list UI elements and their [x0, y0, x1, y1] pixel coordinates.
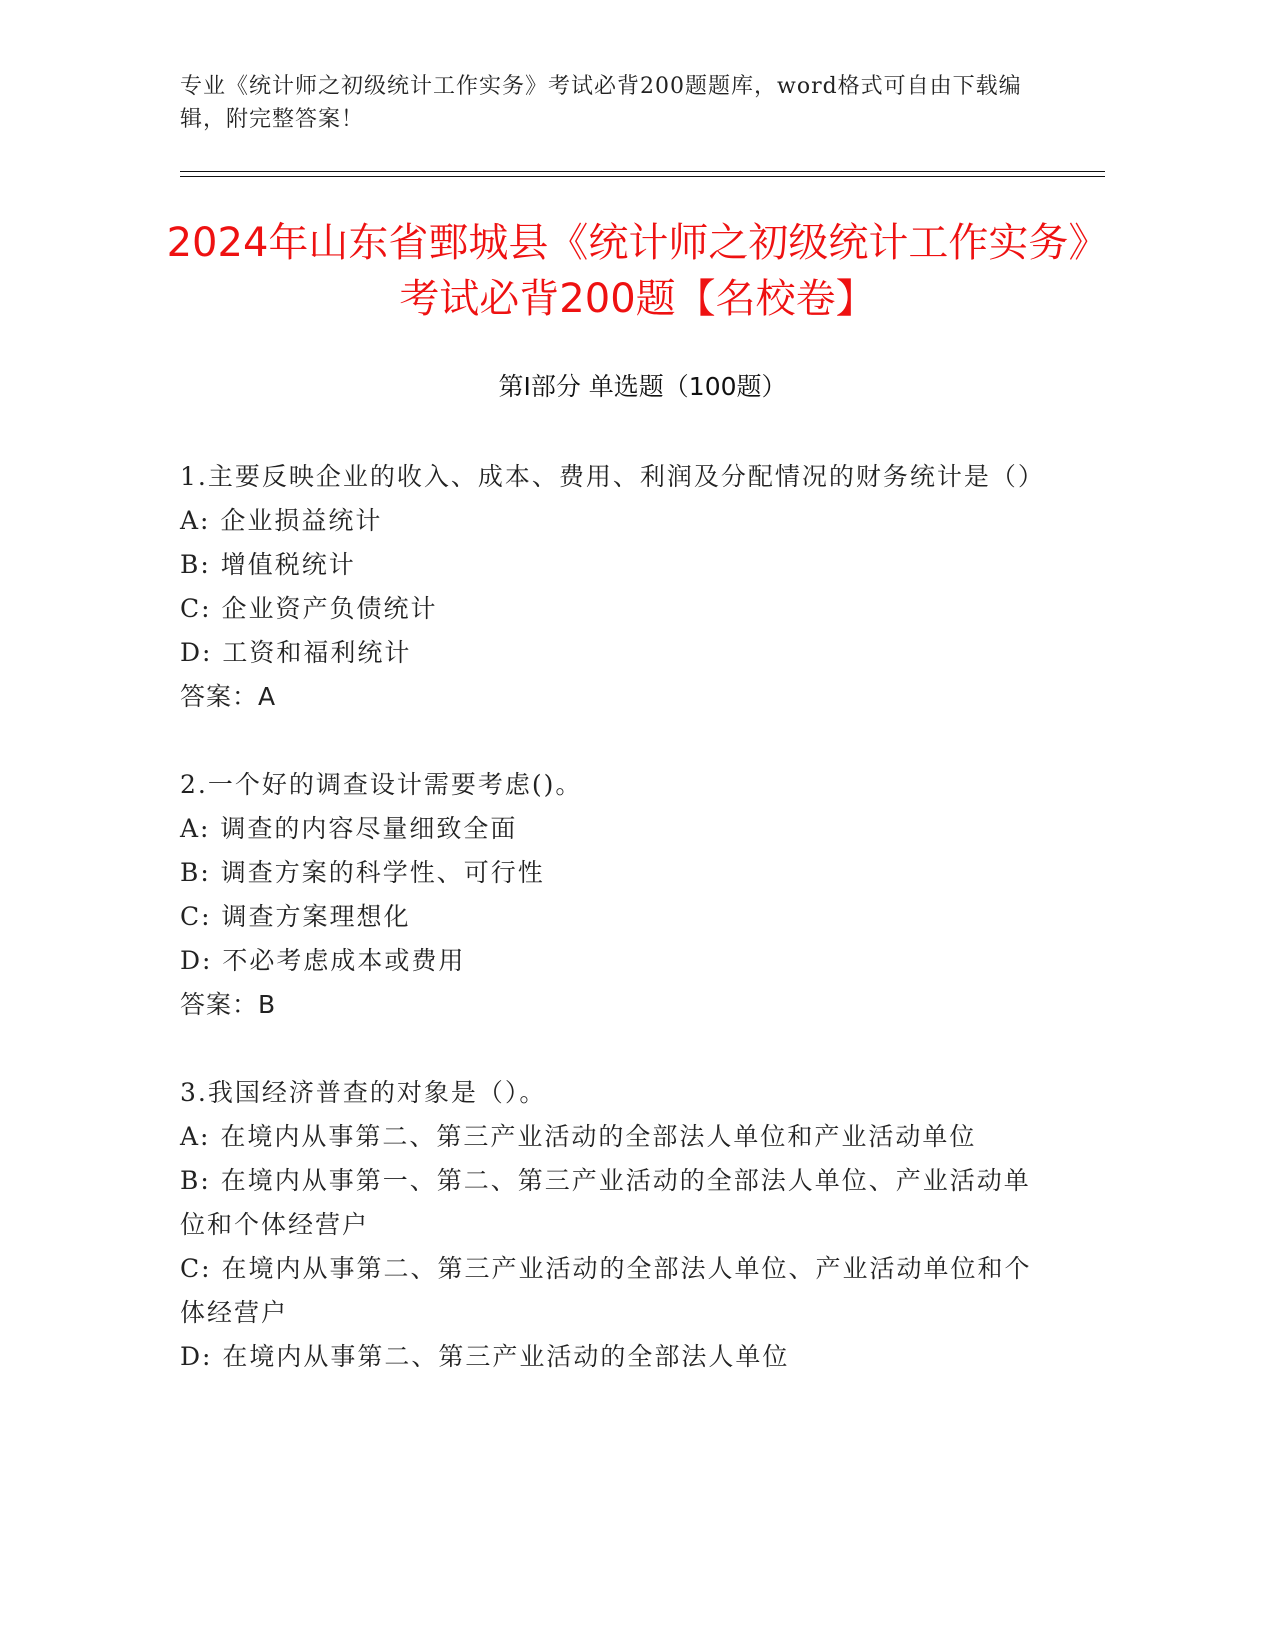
question-stem: 3.我国经济普查的对象是（）。: [180, 1078, 547, 1107]
option-c: C: 企业资产负债统计: [180, 594, 438, 623]
section-title: 第Ⅰ部分 单选题（100题）: [498, 372, 787, 401]
option-c: C: 调查方案理想化: [180, 902, 411, 931]
document-title: 2024年山东省鄄城县《统计师之初级统计工作实务》考试必背200题【名校卷】: [166, 220, 1109, 322]
question-3: [180, 1071, 1040, 1379]
question-list: [180, 455, 1045, 1423]
question-1: [180, 455, 1045, 719]
option-d: D: 在境内从事第二、第三产业活动的全部法人单位: [180, 1342, 790, 1371]
option-d: D: 工资和福利统计: [180, 638, 412, 667]
header-note: 专业《统计师之初级统计工作实务》考试必背200题题库，word格式可自由下载编辑，附完整答案！: [180, 74, 1022, 132]
option-a: A: 调查的内容尽量细致全面: [180, 814, 518, 843]
option-d: D: 不必考虑成本或费用: [180, 946, 466, 975]
header-rule-thin: [180, 176, 1105, 177]
option-a: A: 在境内从事第二、第三产业活动的全部法人单位和产业活动单位: [180, 1122, 977, 1151]
option-a: A: 企业损益统计: [180, 506, 383, 535]
option-b: B: 在境内从事第一、第二、第三产业活动的全部法人单位、产业活动单位和个体经营户: [180, 1166, 1031, 1239]
option-b: B: 增值税统计: [180, 550, 356, 579]
answer-line: 答案：A: [180, 682, 277, 711]
question-stem: 2.一个好的调查设计需要考虑()。: [180, 770, 583, 799]
option-c: C: 在境内从事第二、第三产业活动的全部法人单位、产业活动单位和个体经营户: [180, 1254, 1032, 1327]
question-2: [180, 763, 1040, 1027]
question-stem: 1.主要反映企业的收入、成本、费用、利润及分配情况的财务统计是（）: [180, 462, 1045, 491]
header-rule-thick: [180, 171, 1105, 172]
answer-line: 答案：B: [180, 990, 277, 1019]
option-b: B: 调查方案的科学性、可行性: [180, 858, 545, 887]
